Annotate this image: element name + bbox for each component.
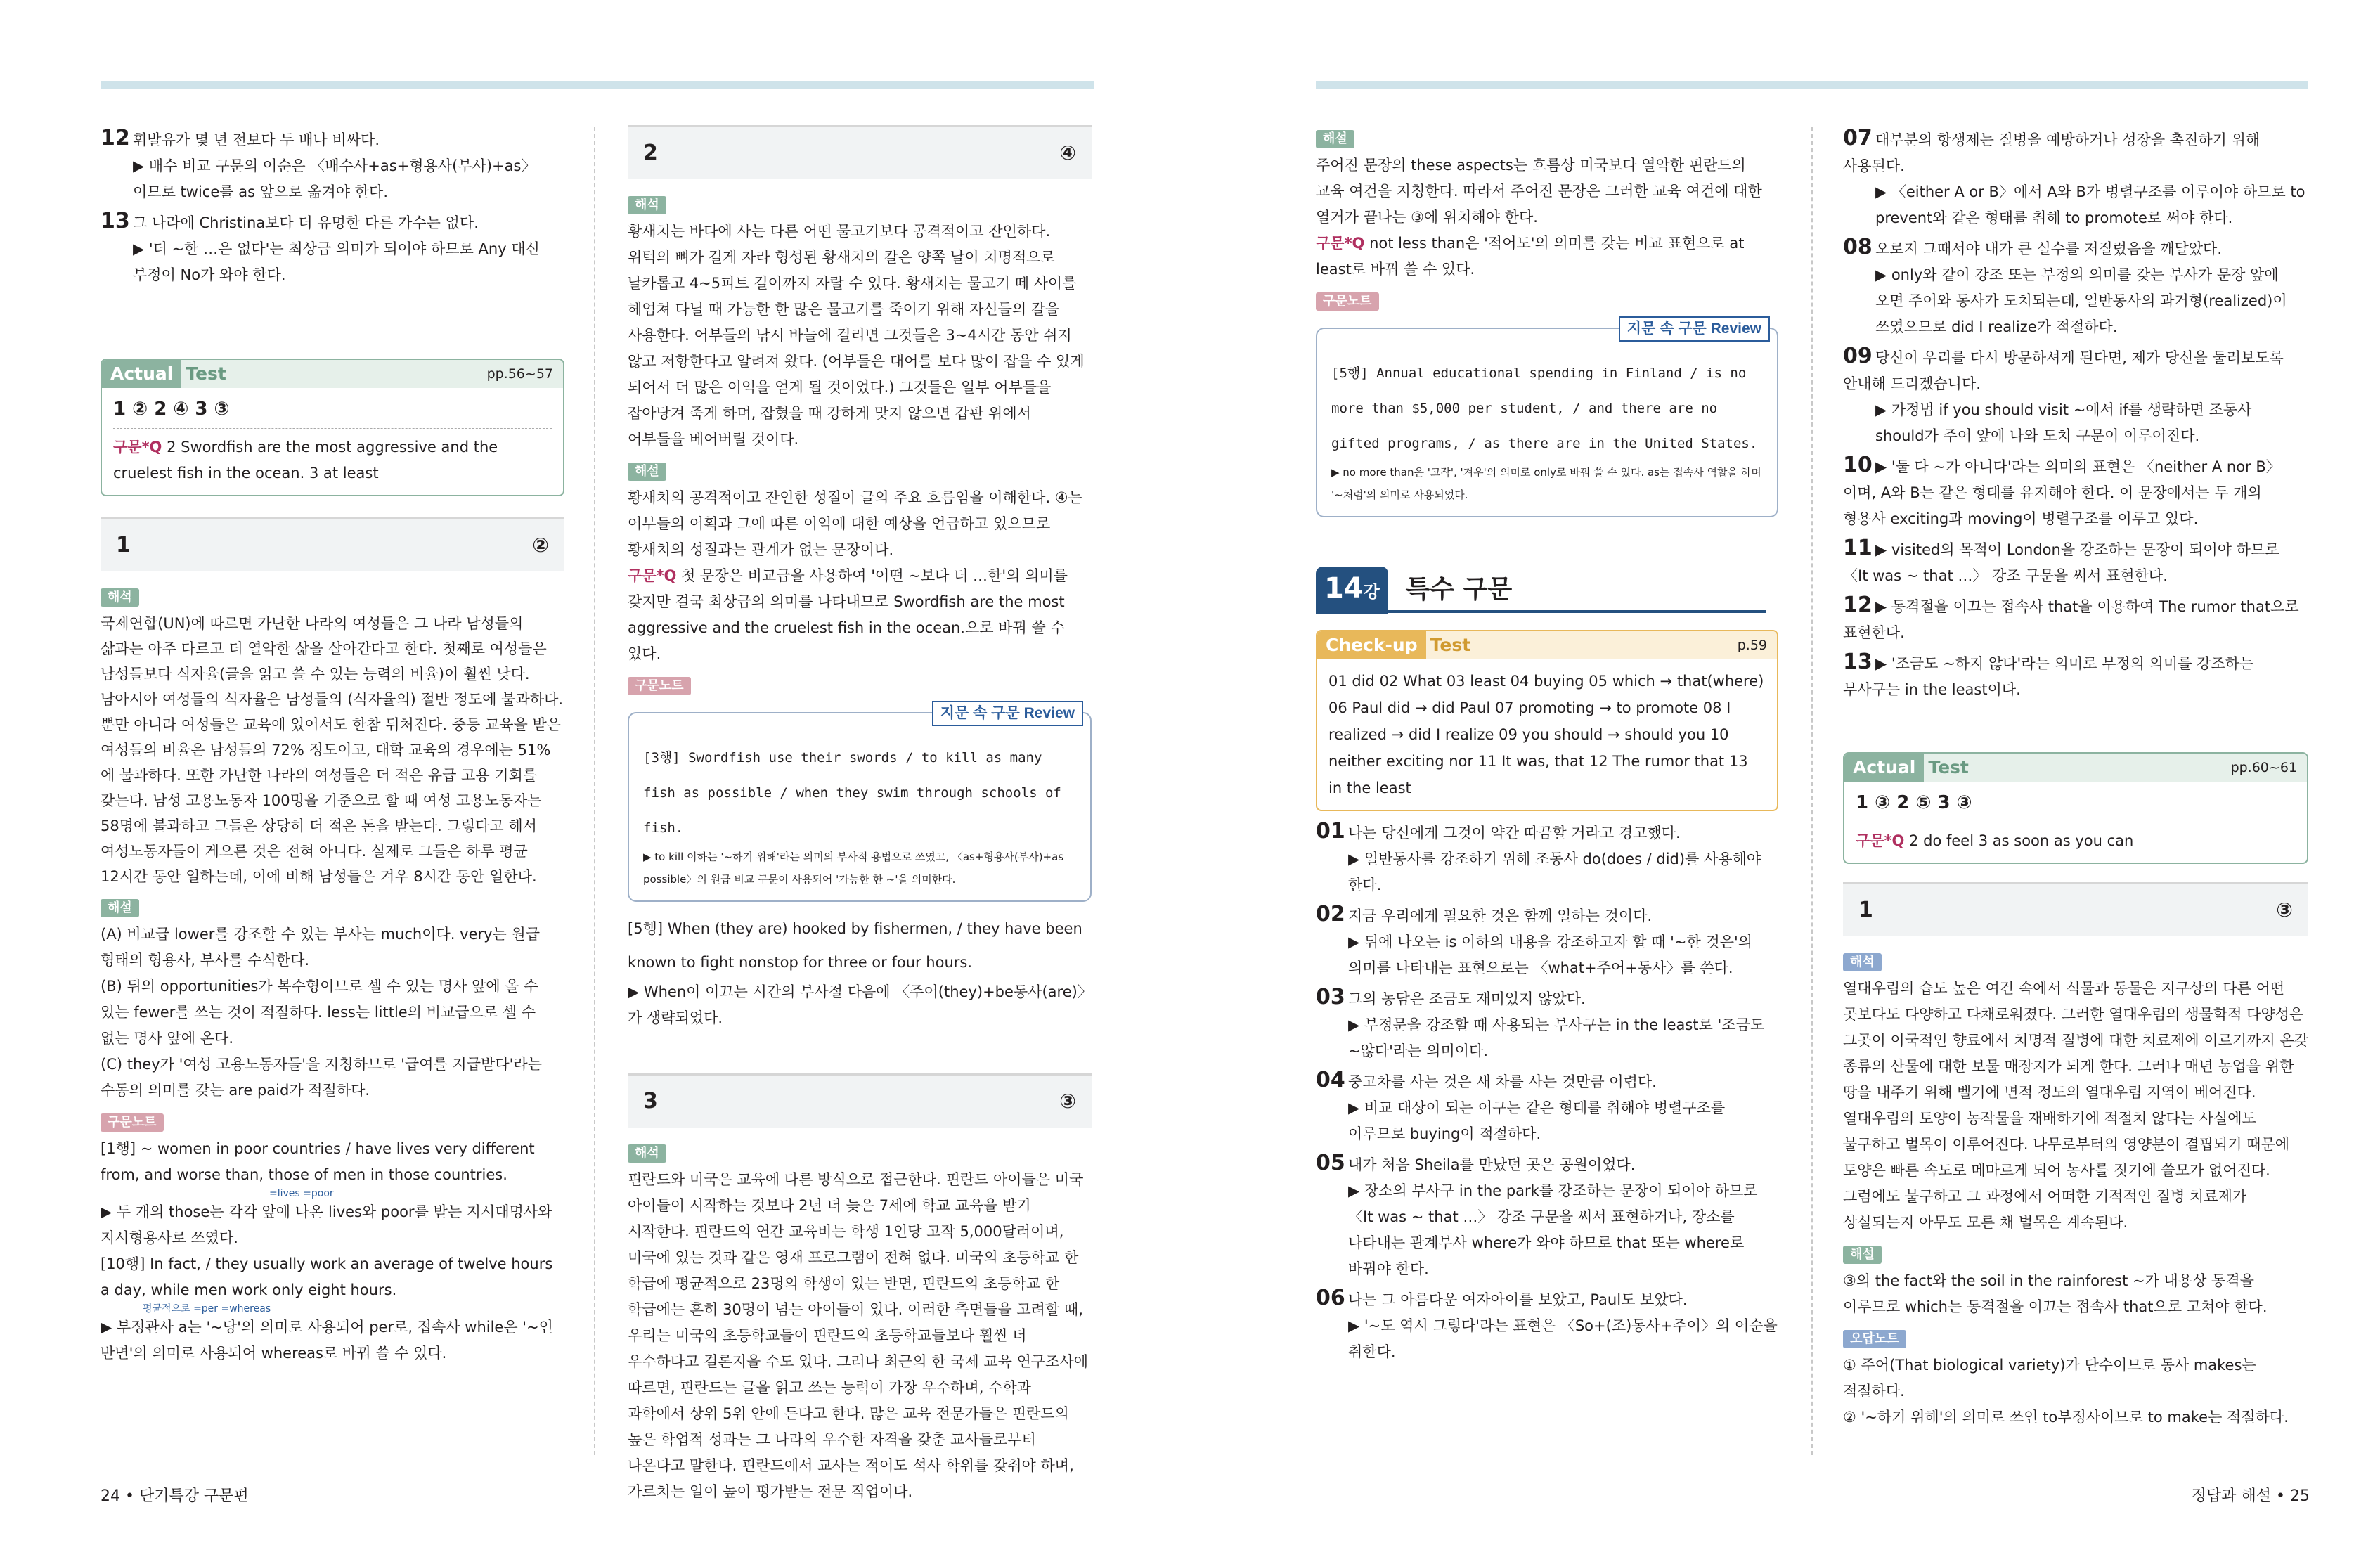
checkup-answers: 01 did 02 What 03 least 04 buying 05 which → that(where) 06 Paul did → did Paul 07 promoting → to promote 08 I realized → did I realize 09 you should → should you 10 neither exciting nor 11 It was, that 12 The rumor that 13 in the least xyxy=(1328,673,1764,796)
lesson-header xyxy=(1316,567,1766,613)
gumunnote-line1-exp: ▶ 두 개의 those는 각각 앞에 나온 lives와 poor를 받는 지시대명사와 지시형용사로 쓰였다. xyxy=(101,1203,552,1246)
gumun-q-text: not less than은 '적어도'의 의미를 갖는 비교 표현으로 at least로 바꿔 쓸 수 있다. xyxy=(1316,235,1745,278)
haeseol-a: (A) 비교급 lower를 강조할 수 있는 부사는 much이다. very는 원급 형태의 형용사, 부사를 수식한다. xyxy=(101,926,541,969)
list-item: 12 ▶ 동격절을 이끄는 접속사 that을 이용하여 The rumor that으로 표현한다. xyxy=(1843,593,2299,641)
haeseol-tag: 해설 xyxy=(101,899,139,917)
haeseol-tag: 해설 xyxy=(1843,1246,1882,1264)
actual-label: Actual xyxy=(102,360,181,388)
actual-test-header xyxy=(102,360,563,388)
review-sentence: [5행] Annual educational spending in Finland / is no more than $5,000 per student, / and there are no gifted programs, / as there are in the United States. xyxy=(1331,366,1758,451)
review-box xyxy=(1316,321,1778,517)
list-item: 08 오로지 그때서야 내가 큰 실수를 저질렀음을 깨달았다. ▶ only와 같이 강조 또는 부정의 의미를 갖는 부사가 문장 앞에 오면 주어와 동사가 도치되는데, 일반동사의 과거형(realized)이 쓰였으므로 did I realize가 적절하다. xyxy=(1843,235,2287,335)
checkup-test-box xyxy=(1316,630,1778,811)
actual-test-box xyxy=(101,359,564,496)
page-range: p.59 xyxy=(1737,638,1767,653)
haeseok-text: 황새치는 바다에 사는 다른 어떤 물고기보다 공격적이고 잔인하다. 위턱의 뼈가 길게 자라 형성된 황새치의 칼은 양쪽 날이 치명적으로 날카롭고 4~5피트 길이까지 자랄 수 있다. 황새치는 물고기 떼 사이를 헤엄쳐 다닐 때 가능한 한 많은 물고기를 죽이기 위해 자신들의 칼을 사용한다. 어부들의 낚시 바늘에 걸리면 그것들은 3~4시간 동안 쉬지 않고 저항한다고 알려져 왔다. (어부들은 대어를 보다 많이 잡을 수 있게 되어서 더 많은 이익을 얻게 될 것이었다.) 그것들은 일부 어부들을 잡아당겨 죽게 하며, 잡혔을 때 강하게 맞지 않으면 갑판 위에서 어부들을 베어버릴 것이다. xyxy=(628,223,1085,448)
question-note: ▶ 배수 비교 구문의 어순은 〈배수사+as+형용사(부사)+as〉이므로 twice를 as 앞으로 옮겨야 한다. xyxy=(133,157,536,200)
column-divider-left xyxy=(594,127,595,1455)
top-bar-right xyxy=(1316,81,2308,89)
haeseok-tag: 해석 xyxy=(628,1144,666,1163)
page-footer-left: 24 • 단기특강 구문편 xyxy=(101,1487,249,1505)
gumun-q-label: 구문*Q xyxy=(1316,235,1365,252)
right-column-3 xyxy=(1316,125,1778,1368)
review-title: 지문 속 구문 Review xyxy=(1619,316,1770,342)
lesson-title: 특수 구문 xyxy=(1405,575,1513,604)
gumunnote-line2: [10행] In fact, / they usually work an average of twelve hours a day, while men work only eight hours. xyxy=(101,1255,553,1298)
question-number: 13 xyxy=(101,209,130,233)
answer-mark: ④ xyxy=(1059,141,1076,164)
page-range: pp.56~57 xyxy=(486,366,553,382)
gumun-q-label: 구문*Q xyxy=(628,567,677,584)
gumunnote-line1-sub: =lives =poor xyxy=(269,1188,334,1199)
note-5-exp: ▶ When이 이끄는 시간의 부사절 다음에 〈주어(they)+be동사(are)〉가 생략되었다. xyxy=(628,983,1085,1026)
gumun-q xyxy=(1856,828,2296,854)
top-bar-left xyxy=(101,81,1094,89)
answer-list: 1 ③ 2 ⑤ 3 ③ xyxy=(1856,790,2296,822)
haeseol-tag: 해설 xyxy=(628,463,666,481)
list-item: 07 대부분의 항생제는 질병을 예방하거나 성장을 촉진하기 위해 사용된다. ▶ 〈either A or B〉에서 A와 B가 병렬구조를 이루어야 하므로 to prevent와 같은 형태를 취해 to promote로 써야 한다. xyxy=(1843,126,2305,226)
gumun-q-label: 구문*Q xyxy=(113,439,162,456)
list-item: 03 그의 농담은 조금도 재미있지 않았다. ▶ 부정문을 강조할 때 사용되는 부사구는 in the least로 '조금도 ~않다'라는 의미이다. xyxy=(1316,985,1765,1059)
gumunnote-line2-sub: 평균적으로 =per =whereas xyxy=(143,1303,271,1315)
review-box xyxy=(628,705,1092,902)
haeseol-c: (C) they가 '여성 고용노동자들'을 지칭하므로 '급여를 지급받다'라는 수동의 의미를 갖는 are paid가 적절하다. xyxy=(101,1056,542,1099)
gumun-q xyxy=(1316,231,1778,283)
gumunnote-tag: 구문노트 xyxy=(1316,292,1379,311)
list-item: 01 나는 당신에게 그것이 약간 따끔할 거라고 경고했다. ▶ 일반동사를 강조하기 위해 조동사 do(does / did)를 사용해야 한다. xyxy=(1316,819,1761,893)
question-number: 1 xyxy=(1858,898,1873,922)
haeseol-text: 주어진 문장의 these aspects는 흐름상 미국보다 열악한 핀란드의 교육 여건을 지칭한다. 따라서 주어진 문장은 그러한 교육 여건에 대한 열거가 끝나는 ③에 위치해야 한다. xyxy=(1316,157,1762,226)
review-sentence: [3행] Swordfish use their swords / to kill as many fish as possible / when they swim through schools of fish. xyxy=(643,750,1061,836)
gumunnote-line2-exp: ▶ 부정관사 a는 '~당'의 의미로 사용되어 per로, 접속사 while은 '~인 반면'의 의미로 사용되어 whereas로 바꿔 쓸 수 있다. xyxy=(101,1319,553,1362)
list-item: 06 나는 그 아름다운 여자아이를 보았고, Paul도 보았다. ▶ '~도 역시 그렇다'라는 표현은 〈So+(조)동사+주어〉의 어순을 취한다. xyxy=(1316,1286,1778,1360)
test-label: Test xyxy=(1928,757,1969,777)
list-item: 02 지금 우리에게 필요한 것은 함께 일하는 것이다. ▶ 뒤에 나오는 is 이하의 내용을 강조하고자 할 때 '~한 것은'의 의미를 나타내는 표현으로는 〈what+주어+동사〉를 쓴다. xyxy=(1316,902,1753,976)
test-label: Test xyxy=(1430,635,1471,655)
gumun-q-text: 2 Swordfish are the most aggressive and the cruelest fish in the ocean. 3 at least xyxy=(113,439,498,482)
page-range: pp.60~61 xyxy=(2230,760,2297,775)
checkup-items xyxy=(1316,818,1778,1365)
list-item: 13 ▶ '조금도 ~하지 않다'라는 의미로 부정의 의미를 강조하는 부사구는 in the least이다. xyxy=(1843,650,2254,698)
gumun-q xyxy=(628,563,1092,667)
question-number: 2 xyxy=(643,141,658,165)
question-13 xyxy=(101,208,564,288)
answer-list: 1 ② 2 ④ 3 ③ xyxy=(113,396,552,429)
gumunnote-tag: 구문노트 xyxy=(628,677,691,695)
list-item: 11 ▶ visited의 목적어 London을 강조하는 문장이 되어야 하므로 〈It was ~ that …〉 강조 구문을 써서 표현한다. xyxy=(1843,536,2279,584)
question-1-header xyxy=(1843,882,2308,936)
haeseok-tag: 해석 xyxy=(101,588,139,607)
question-number: 1 xyxy=(116,533,131,557)
left-column-1 xyxy=(101,125,564,1367)
review-title: 지문 속 구문 Review xyxy=(932,701,1083,726)
question-number: 3 xyxy=(643,1089,658,1113)
haeseol-b: (B) 뒤의 opportunities가 복수형이므로 셀 수 있는 명사 앞에 올 수 있는 fewer를 쓰는 것이 적절하다. less는 little의 비교급으로 셀 수 없는 명사 앞에 온다. xyxy=(101,978,538,1047)
gumun-q-text: 첫 문장은 비교급을 사용하여 '어떤 ~보다 더 …한'의 의미를 갖지만 결국 최상급의 의미를 나타내므로 Swordfish are the most aggressive and the cruelest fish in the ocean.으로 바꿔 쓸 수 있다. xyxy=(628,567,1068,662)
list-item: 05 내가 처음 Sheila를 만났던 곳은 공원이었다. ▶ 장소의 부사구 in the park를 강조하는 문장이 되어야 하므로 〈It was ~ that …〉 강조 구문을 써서 표현하거나, 장소를 나타내는 관계부사 where가 와야 하므로 that 또는 where로 바꿔야 한다. xyxy=(1316,1151,1758,1277)
gumunnote-line1: [1행] ~ women in poor countries / have lives very different from, and worse than, those of men in those countries. xyxy=(101,1140,535,1183)
odap-2: ② '~하기 위해'의 의미로 쓰인 to부정사이므로 to make는 적절하다. xyxy=(1843,1409,2289,1426)
gumun-q-label: 구문*Q xyxy=(1856,832,1905,849)
haeseol-text: ③의 the fact와 the soil in the rainforest ~가 내용상 동격을 이루므로 which는 동격절을 이끄는 접속사 that으로 고쳐야 한다. xyxy=(1843,1272,2268,1315)
question-text: 그 나라에 Christina보다 더 유명한 다른 가수는 없다. xyxy=(133,214,479,231)
haeseol-text: 황새치의 공격적이고 잔인한 성질이 글의 주요 흐름임을 이해한다. ④는 어부들의 어획과 그에 따른 이익에 대한 예상을 언급하고 있으므로 황새치의 성질과는 관계가 없는 문장이다. xyxy=(628,489,1082,558)
haeseok-tag: 해석 xyxy=(628,196,666,214)
left-column-2 xyxy=(628,125,1092,1505)
note-5: [5행] When (they are) hooked by fishermen, / they have been known to fight nonstop for three or four hours. xyxy=(628,920,1082,971)
question-note: ▶ '더 ~한 …은 없다'는 최상급 의미가 되어야 하므로 Any 대신 부정어 No가 와야 한다. xyxy=(133,240,540,283)
haeseol-tag: 해설 xyxy=(1316,130,1354,148)
answer-mark: ③ xyxy=(1059,1090,1076,1113)
checkup-label: Check-up xyxy=(1317,631,1426,659)
odap-1: ① 주어(That biological variety)가 단수이므로 동사 makes는 적절하다. xyxy=(1843,1357,2256,1400)
haeseok-3-text: 핀란드와 미국은 교육에 다른 방식으로 접근한다. 핀란드 아이들은 미국 아이들이 시작하는 것보다 2년 더 늦은 7세에 학교 교육을 받기 시작한다. 핀란드의 연간 교육비는 학생 1인당 고작 5,000달러이며, 미국에 있는 것과 같은 영재 프로그램이 전혀 없다. 미국의 초등학교 한 학급에 평균적으로 23명의 학생이 있는 반면, 핀란드의 초등학교 한 학급에는 흔히 30명이 넘는 아이들이 있다. 이러한 측면들을 고려할 때, 우리는 미국의 초등학교들이 핀란드의 초등학교들보다 훨씬 더 우수하다고 결론지을 수도 있다. 그러나 최근의 한 국제 교육 연구조사에 따르면, 핀란드는 글을 읽고 쓰는 능력이 가장 우수하며, 수학과 과학에서 상위 5위 안에 든다고 한다. 많은 교육 전문가들은 핀란드의 높은 학업적 성과는 그 나라의 우수한 자격을 갖춘 교사들로부터 나온다고 말한다. 핀란드에서 교사는 적어도 석사 학위를 갖춰야 하며, 가르치는 일이 높이 평가받는 전문 직업이다. xyxy=(628,1171,1089,1500)
question-1-header xyxy=(101,517,564,571)
actual-label: Actual xyxy=(1844,754,1924,782)
gumun-q-text: 2 do feel 3 as soon as you can xyxy=(1909,832,2134,849)
question-3-header xyxy=(628,1073,1092,1128)
haeseok-text: 열대우림의 습도 높은 여건 속에서 식물과 동물은 지구상의 다른 어떤 곳보다도 다양하고 다채로워졌다. 그러한 열대우림의 생물학적 다양성은 그곳이 이국적인 향료에서 치명적 질병에 대한 치료제에 이르기까지 온갖 종류의 산물에 대한 보물 매장지가 되게 한다. 그러나 매년 농업을 위한 땅을 내주기 위해 벨기에 면적 정도의 열대우림 지역이 베어진다. 열대우림의 토양이 농작물을 재배하기에 적절치 않다는 사실에도 불구하고 벌목이 이루어진다. 나무로부터의 영양분이 결핍되기 때문에 토양은 빠른 속도로 메마르게 되어 농사를 짓기에 쓸모가 없어진다. 그럼에도 불구하고 그 과정에서 어떠한 기적적인 질병 치료제가 상실되는지 아무도 모른 채 벌목은 계속된다. xyxy=(1843,980,2308,1231)
lesson-number: 14강 xyxy=(1316,567,1388,614)
review-note: ▶ no more than은 '고작', '겨우'의 의미로 only로 바꿔 쓸 수 있다. as는 접속사 역할을 하며 '~처럼'의 의미로 사용되었다. xyxy=(1331,466,1761,501)
actual-test-header xyxy=(1844,754,2307,782)
test-label: Test xyxy=(186,363,226,384)
actual-test-box xyxy=(1843,752,2308,864)
question-number: 12 xyxy=(101,126,130,150)
question-12 xyxy=(101,125,564,205)
review-note: ▶ to kill 이하는 '~하기 위해'라는 의미의 부사적 용법으로 쓰였고, 〈as+형용사(부사)+as possible〉의 원급 비교 구문이 사용되어 '가능한 한 ~'을 의미한다. xyxy=(643,851,1064,886)
question-text: 휘발유가 몇 년 전보다 두 배나 비싸다. xyxy=(133,131,380,148)
page-footer-right: 정답과 해설 • 25 xyxy=(2191,1487,2310,1505)
gumun-q xyxy=(113,434,552,486)
right-column-4 xyxy=(1843,125,2308,1430)
list-item: 10 ▶ '둘 다 ~가 아니다'라는 의미의 표현은 〈neither A nor B〉이며, A와 B는 같은 형태를 유지해야 한다. 이 문장에서는 두 개의 형용사 exciting과 moving이 병렬구조를 이루고 있다. xyxy=(1843,453,2281,527)
haeseok-tag: 해석 xyxy=(1843,953,1882,971)
list-item: 04 중고차를 사는 것은 새 차를 사는 것만큼 어렵다. ▶ 비교 대상이 되는 어구는 같은 형태를 취해야 병렬구조를 이루므로 buying이 적절하다. xyxy=(1316,1068,1726,1142)
gumunnote-tag: 구문노트 xyxy=(101,1113,164,1132)
odap-tag: 오답노트 xyxy=(1843,1330,1906,1348)
checkup-items-cont xyxy=(1843,125,2308,703)
haeseok-text: 국제연합(UN)에 따르면 가난한 나라의 여성들은 그 나라 남성들의 삶과는 아주 다르고 더 열악한 삶을 살아간다고 한다. 첫째로 여성들은 남성들보다 식자율(글을 읽고 쓸 수 있는 능력의 비율)이 훨씬 낮다. 남아시아 여성들의 식자율은 남성들의 (식자율의) 절반 정도에 불과하다. 뿐만 아니라 여성들은 교육에 있어서도 한참 뒤처진다. 중등 교육을 받은 여성들의 비율은 남성들의 72% 정도이고, 대학 교육의 경우에는 51%에 불과하다. 또한 가난한 나라의 여성들은 더 적은 유급 고용 기회를 갖는다. 남성 고용노동자 100명을 기준으로 할 때 여성 고용노동자는 58명에 불과하고 그들은 상당히 더 적은 돈을 받는다. 그렇다고 해서 여성노동자들이 게으른 것은 전혀 아니다. 실제로 그들은 하루 평균 12시간 동안 일하는데, 이에 비해 남성들은 겨우 8시간 동안 일한다. xyxy=(101,615,564,885)
answer-mark: ③ xyxy=(2276,898,2293,922)
question-2-header xyxy=(628,125,1092,179)
list-item: 09 당신이 우리를 다시 방문하셔게 된다면, 제가 당신을 둘러보도록 안내해 드리겠습니다. ▶ 가정법 if you should visit ~에서 if를 생략하면 조동사 should가 주어 앞에 나와 도치 구문이 이루어진다. xyxy=(1843,344,2284,444)
answer-mark: ② xyxy=(532,534,549,557)
column-divider-right xyxy=(1811,127,1813,1455)
checkup-header xyxy=(1317,631,1777,659)
